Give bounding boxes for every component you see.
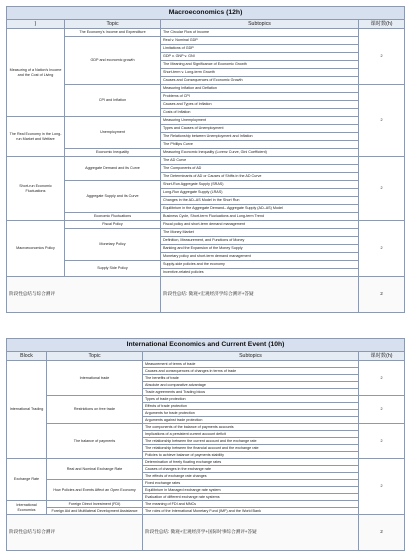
macro-subtopic: The Relationship between Unemployment and Inflation <box>161 133 359 141</box>
intl-subtopic: Arguments for trade protection <box>143 410 359 417</box>
macro-subtopic: Measuring Inflation and Deflation <box>161 85 359 93</box>
macro-topic-4: Unemployment <box>65 117 161 149</box>
macro-subtopic: GDP v. GNP v. GNI <box>161 53 359 61</box>
macro-block-2: The Real Economy in the Long-run Market and Welfare <box>7 117 65 157</box>
macro-summary-right: 阶段性总结: 微观+宏观经济学综合测评+答疑 <box>161 277 359 313</box>
macro-subtopic: Measuring Unemployment <box>161 117 359 125</box>
macro-subtopic: Short-term v. Long-term Growth <box>161 69 359 77</box>
intl-topic-3: The balance of payments <box>47 424 143 459</box>
macro-summary-left: 阶段性总结与综合测评 <box>7 277 161 313</box>
macro-header-topic: Topic <box>65 20 161 29</box>
macro-subtopic: The AD Curve <box>161 157 359 165</box>
macro-subtopic: The Phillips Curve <box>161 141 359 149</box>
intl-subtopic: Causes and consequences of changes in terms of trade <box>143 368 359 375</box>
macro-topic-5: Economic Inequality <box>65 149 161 157</box>
intl-subtopic: The relationship between the financial account and the exchange rate <box>143 445 359 452</box>
macroeconomics-table <box>6 6 405 313</box>
macro-subtopic: The Determinants of AD or Causes of Shifts in the AD Curve <box>161 173 359 181</box>
macro-subtopic: Monetary policy and short-term demand management <box>161 253 359 261</box>
macro-topic-7: Aggregate Supply and its Curve <box>65 181 161 213</box>
macro-subtopic: Causes and Types of Inflation <box>161 101 359 109</box>
macro-subtopic: Business Cycle, Short-term Fluctuations and Long-term Trend <box>161 213 359 221</box>
intl-summary-right: 阶段性总结: 微观+宏观经济学+国际时事综合测评+答疑 <box>143 515 359 551</box>
macro-topic-1: The Economy's Income and Expenditure <box>65 29 161 37</box>
macro-hours-2: 2 <box>359 85 405 157</box>
intl-header-block: Block <box>7 352 47 361</box>
macro-hours-1: 2 <box>359 29 405 85</box>
macro-subtopic: The Circular Flow of Income <box>161 29 359 37</box>
macro-subtopic: Long-Run Aggregate Supply (LRAS) <box>161 189 359 197</box>
macro-topic-3: CPI and Inflation <box>65 85 161 117</box>
intl-topic-7: Foreign Aid and Multilateral Development Assistance <box>47 508 143 515</box>
macro-subtopic: Costs of Inflation <box>161 109 359 117</box>
macro-subtopic: Measuring Economic Inequality (Lorenz Curve, Gini Coefficient) <box>161 149 359 157</box>
macro-subtopic: The Money Market <box>161 229 359 237</box>
macro-subtopic: Banking and the Expansion of the Money Supply <box>161 245 359 253</box>
intl-topic-4: Real and Nominal Exchange Rate <box>47 459 143 480</box>
intl-hours-4: 2 <box>359 459 405 515</box>
intl-subtopic: Implications of a persistent current account deficit <box>143 431 359 438</box>
intl-subtopic: Determination of freely floating exchange rates <box>143 459 359 466</box>
macro-subtopic: The Components of AD <box>161 165 359 173</box>
intl-subtopic: Equilibrium in Managed exchange rate system <box>143 487 359 494</box>
intl-header-topic: Topic <box>47 352 143 361</box>
macro-block-1: Measuring of a Nation's Income and the Cost of Living <box>7 29 65 117</box>
macro-summary-hours: 2 <box>359 277 405 313</box>
macro-topic-9: Fiscal Policy <box>65 221 161 229</box>
macro-hours-4: 2 <box>359 221 405 277</box>
macro-subtopic: Causes and Consequences of Economic Growth <box>161 77 359 85</box>
macro-subtopic: Types and Causes of Unemployment <box>161 125 359 133</box>
macro-subtopic: Supply-side policies and the economy <box>161 261 359 269</box>
macro-subtopic: Definition, Measurement, and Functions of Money <box>161 237 359 245</box>
macro-subtopic: Short-Run Aggregate Supply (SRAS) <box>161 181 359 189</box>
macro-topic-10: Monetary Policy <box>65 229 161 261</box>
intl-hours-2: 2 <box>359 396 405 424</box>
intl-block-3: International Economics <box>7 501 47 515</box>
intl-subtopic: The effects of exchange rate changes <box>143 473 359 480</box>
intl-subtopic: Causes of changes in the exchange rate <box>143 466 359 473</box>
macro-topic-2: GDP and economic growth <box>65 37 161 85</box>
macro-table-title: Macroeconomics (12h) <box>7 7 405 20</box>
intl-subtopic: Absolute and comparative advantage <box>143 382 359 389</box>
intl-subtopic: Trade agreements and Trading blocs <box>143 389 359 396</box>
intl-topic-1: International trade <box>47 361 143 396</box>
intl-hours-1: 2 <box>359 361 405 396</box>
macro-subtopic: Limitations of GDP <box>161 45 359 53</box>
intl-subtopic: The components of the balance of payments accounts <box>143 424 359 431</box>
macro-header-subtopics: Subtopics <box>161 20 359 29</box>
macro-subtopic: Real v. Nominal GDP <box>161 37 359 45</box>
intl-subtopic: The benefits of trade <box>143 375 359 382</box>
macro-subtopic: Equilibrium in the Aggregate Demand– Aggregate Supply (AD–AS) Model <box>161 205 359 213</box>
intl-header-subtopics: Subtopics <box>143 352 359 361</box>
intl-topic-2: Restrictions on free trade <box>47 396 143 424</box>
intl-subtopic: Policies to achieve balance of payments stability <box>143 452 359 459</box>
intl-subtopic: Arguments against trade protection <box>143 417 359 424</box>
intl-topic-6: Foreign Direct Investment (FDI) <box>47 501 143 508</box>
macro-subtopic: Changes in the AD–AS Model in the Short Run <box>161 197 359 205</box>
macro-block-3: Short-run Economic Fluctuations <box>7 157 65 221</box>
macro-block-4: Macroeconomics Policy <box>7 221 65 277</box>
macro-topic-6: Aggregate Demand and its Curve <box>65 157 161 181</box>
macro-header-hours: 课时数(h) <box>359 20 405 29</box>
intl-subtopic: The meaning of FDI and MNCs <box>143 501 359 508</box>
intl-header-hours: 课时数(h) <box>359 352 405 361</box>
international-economics-table <box>6 338 405 551</box>
macro-hours-3: 2 <box>359 157 405 221</box>
intl-subtopic: Measurement of terms of trade <box>143 361 359 368</box>
intl-hours-3: 2 <box>359 424 405 459</box>
intl-block-1: International Trading <box>7 361 47 459</box>
macro-topic-8: Economic Fluctuations <box>65 213 161 221</box>
macro-subtopic: Problems of CPI <box>161 93 359 101</box>
intl-subtopic: Types of trade protection <box>143 396 359 403</box>
macro-subtopic: Fiscal policy and short-term demand management <box>161 221 359 229</box>
intl-subtopic: Effects of trade protection <box>143 403 359 410</box>
macro-header-block: ) <box>7 20 65 29</box>
macro-subtopic: The Meaning and Significance of Economic Growth <box>161 61 359 69</box>
macro-topic-11: Supply Side Policy <box>65 261 161 277</box>
intl-subtopic: The relationship between the current account and the exchange rate <box>143 438 359 445</box>
intl-summary-hours: 2 <box>359 515 405 551</box>
intl-topic-5: How Policies and Events Affect an Open Economy <box>47 480 143 501</box>
intl-summary-left: 阶段性总结与综合测评 <box>7 515 143 551</box>
intl-table-title: International Economics and Current Event (10h) <box>7 339 405 352</box>
intl-subtopic: Evaluation of different exchange rate systems <box>143 494 359 501</box>
intl-subtopic: The roles of the International Monetary Fund (IMF) and the World Bank <box>143 508 359 515</box>
intl-subtopic: Fixed exchange rates <box>143 480 359 487</box>
intl-block-2: Exchange Rate <box>7 459 47 501</box>
macro-subtopic: Incentive-related policies <box>161 269 359 277</box>
